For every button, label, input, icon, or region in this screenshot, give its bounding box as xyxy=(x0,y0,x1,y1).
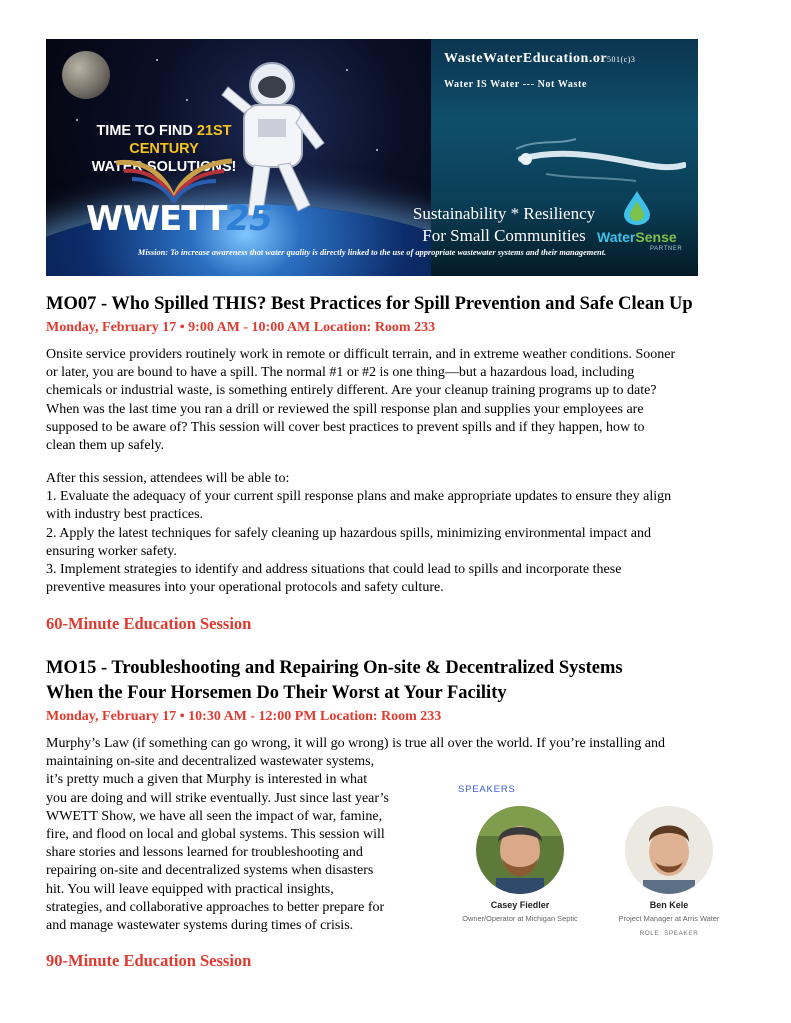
watersense-partner-label: PARTNER xyxy=(650,246,683,252)
wwett-wave-icon xyxy=(114,157,234,203)
water-drop-icon xyxy=(624,191,650,225)
site-name: WasteWaterEducation.or501(c)3 xyxy=(444,51,636,66)
tagline: TIME TO FIND 21ST CENTURY WATER SOLUTIONS! xyxy=(91,123,237,175)
session-duration: 90-Minute Education Session xyxy=(46,951,252,970)
session-duration: 60-Minute Education Session xyxy=(46,614,252,633)
speaker-avatar xyxy=(625,806,713,894)
speaker-name: Ben Kele xyxy=(649,900,689,910)
speaker-role: ROLE: SPEAKER xyxy=(639,930,699,937)
session-description: Onsite service providers routinely work in remote or difficult terrain, and in extreme weather conditions. Sooner or later, you are bound to have a spill. The normal #1 or #2 is one thing—but a hazardous load, including chemicals or industrial waste, is something entirely different. Are your cleanup training programs up to date? When was the last time you ran a drill or reviewed the spill response plan and supplies your employees are supposed to be aware of? This session will cover best practices to prevent spills and if they happen, how to clean them up safely. xyxy=(46,347,676,454)
speaker-title: Project Manager at Arris Water xyxy=(618,914,720,923)
session-schedule: Monday, February 17 • 9:00 AM - 10:00 AM Location: Room 233 xyxy=(46,320,436,335)
wwett-logo: WWETT25 xyxy=(86,199,272,239)
swimmer-graphic xyxy=(516,119,686,199)
sustainability-text: Sustainability * Resiliency For Small Communities xyxy=(412,204,596,245)
mission-statement: Mission: To increase awareness that water quality is directly linked to the use of appropriate wastewater systems and their management. xyxy=(137,248,607,257)
session-outcomes: After this session, attendees will be able to: 1. Evaluate the adequacy of your current spill response plans and make appropriate updates to ensure they align with industry best practices. 2. Apply the latest techniques for safely cleaning up hazardous spills, minimizing environmental impact and ensuring worker safety. 3. Implement strategies to identify and address situations that could lead to spills and incorporate these preventive measures into your operational protocols and safety culture. xyxy=(46,471,672,596)
session-title: MO15 - Troubleshooting and Repairing On-site & Decentralized Systems When the Four Horsemen Do Their Worst at Your Facility xyxy=(46,658,623,703)
watersense-logo: WaterSense xyxy=(597,229,677,245)
space-background xyxy=(46,39,431,276)
session-title: MO07 - Who Spilled THIS? Best Practices for Spill Prevention and Safe Clean Up xyxy=(46,294,693,314)
speaker-avatar xyxy=(476,806,564,894)
moon-graphic xyxy=(62,51,110,99)
water-motto: Water IS Water --- Not Waste xyxy=(444,79,587,90)
session-schedule: Monday, February 17 • 10:30 AM - 12:00 PM Location: Room 233 xyxy=(46,709,442,724)
speaker-title: Owner/Operator at Michigan Septic xyxy=(462,914,578,923)
speakers-heading: SPEAKERS xyxy=(458,784,516,795)
event-banner xyxy=(46,39,698,276)
session-description: Murphy’s Law (if something can go wrong, it will go wrong) is true all over the world. If you’re installing and maintaining on-site and decentralized wastewater systems, it’s pretty much a given that Murphy is interested in what you are doing and will strike eventually. Just since last year’s WWETT Show, we have all seen the impact of war, famine, fire, and flood on local and global systems. This session will share stories and lessons learned for troubleshooting and repairing on-site and decentralized systems when disasters hit. You will leave equipped with practical insights, strategies, and collaborative approaches to better prepare for and manage wastewater systems during times of crisis. xyxy=(46,736,665,934)
speaker-name: Casey Fiedler xyxy=(490,900,550,910)
